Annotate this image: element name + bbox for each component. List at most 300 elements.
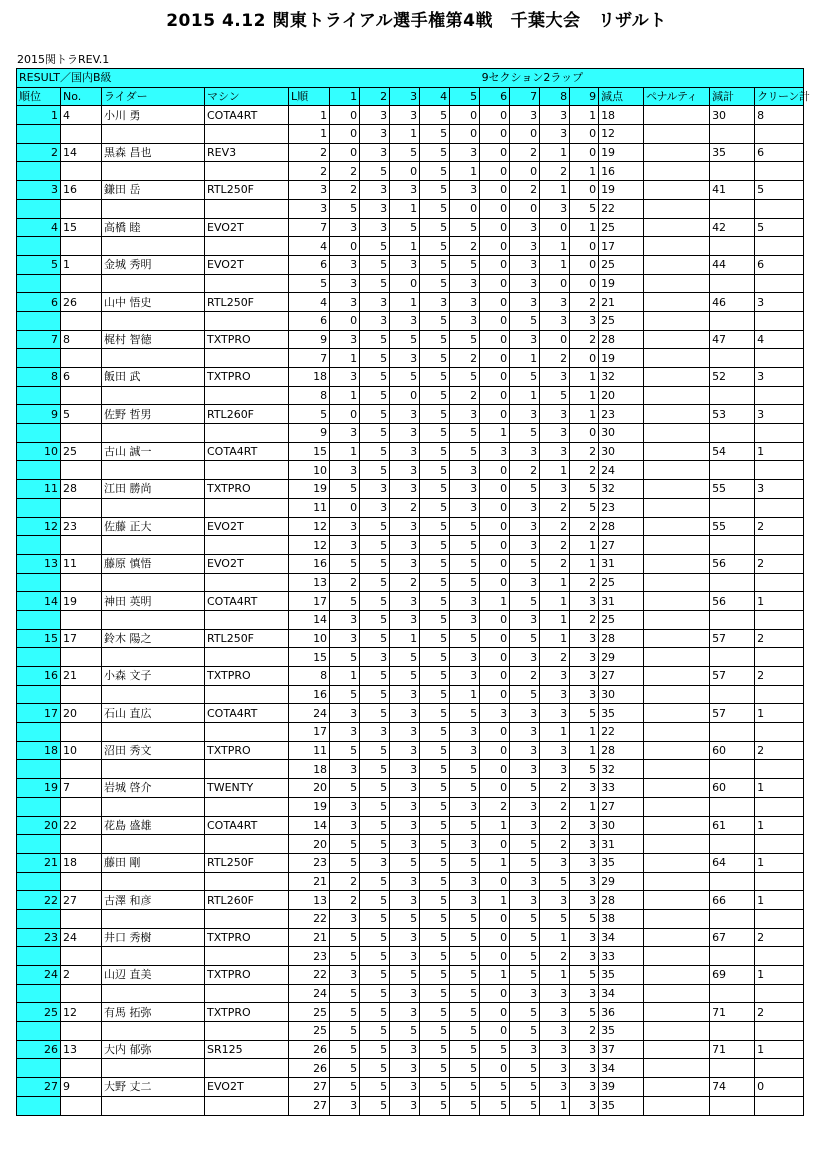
section-score: 3 — [450, 311, 480, 330]
table-row — [17, 685, 804, 704]
lap-order-cell: 18 — [289, 368, 330, 387]
section-score: 5 — [420, 255, 450, 274]
header-s3: 3 — [390, 87, 420, 106]
rider-name — [102, 536, 205, 555]
section-score: 5 — [420, 330, 450, 349]
number-cell: 14 — [61, 143, 102, 162]
section-score: 3 — [390, 872, 420, 891]
section-score: 5 — [360, 966, 390, 985]
penalty-cell — [644, 610, 710, 629]
section-score: 3 — [330, 797, 360, 816]
penalty-cell — [644, 498, 710, 517]
section-score: 0 — [480, 536, 510, 555]
lap-points-cell: 25 — [599, 573, 644, 592]
clean-total-cell — [755, 1096, 804, 1115]
rank-cell: 17 — [17, 704, 61, 723]
rider-name — [102, 797, 205, 816]
lap-points-cell: 16 — [599, 162, 644, 181]
rank-cell: 24 — [17, 966, 61, 985]
lap-order-cell: 22 — [289, 966, 330, 985]
section-score: 5 — [360, 554, 390, 573]
total-cell: 71 — [710, 1003, 755, 1022]
machine-cell — [205, 685, 289, 704]
results-table — [16, 68, 810, 1116]
rank-cell — [17, 947, 61, 966]
lap-order-cell: 25 — [289, 1003, 330, 1022]
header-row — [17, 87, 804, 106]
section-score: 5 — [360, 274, 390, 293]
section-score: 3 — [450, 723, 480, 742]
section-score: 3 — [570, 872, 599, 891]
machine-cell: TXTPRO — [205, 667, 289, 686]
section-score: 5 — [360, 610, 390, 629]
machine-cell: TXTPRO — [205, 330, 289, 349]
section-score: 5 — [570, 1003, 599, 1022]
section-score: 5 — [450, 760, 480, 779]
penalty-cell — [644, 368, 710, 387]
total-cell — [710, 872, 755, 891]
section-score: 5 — [420, 199, 450, 218]
section-score: 1 — [540, 629, 570, 648]
machine-cell: TXTPRO — [205, 1003, 289, 1022]
number-cell: 13 — [61, 1040, 102, 1059]
header-clean-total: クリーン計 — [755, 87, 804, 106]
number-cell: 27 — [61, 891, 102, 910]
section-score: 5 — [420, 629, 450, 648]
rider-name: 岩城 啓介 — [102, 779, 205, 798]
rider-name: 山辺 直美 — [102, 966, 205, 985]
machine-cell: RTL260F — [205, 405, 289, 424]
rank-cell — [17, 498, 61, 517]
table-row — [17, 629, 804, 648]
section-score: 5 — [360, 162, 390, 181]
section-score: 5 — [420, 1096, 450, 1115]
table-row — [17, 554, 804, 573]
section-score: 3 — [510, 218, 540, 237]
section-score: 5 — [360, 592, 390, 611]
section-score: 3 — [390, 517, 420, 536]
section-score: 5 — [360, 1078, 390, 1097]
section-score: 3 — [330, 461, 360, 480]
section-score: 3 — [510, 106, 540, 125]
lap-points-cell: 35 — [599, 853, 644, 872]
section-score: 5 — [390, 667, 420, 686]
lap-points-cell: 34 — [599, 984, 644, 1003]
machine-cell: COTA4RT — [205, 704, 289, 723]
penalty-cell — [644, 984, 710, 1003]
machine-cell — [205, 984, 289, 1003]
rider-name: 石山 直広 — [102, 704, 205, 723]
section-score: 5 — [420, 349, 450, 368]
table-row — [17, 330, 804, 349]
machine-cell: TXTPRO — [205, 741, 289, 760]
section-score: 3 — [510, 536, 540, 555]
class-label: RESULT／国内B級 — [17, 69, 330, 88]
section-score: 0 — [480, 685, 510, 704]
section-score: 3 — [510, 442, 540, 461]
section-score: 2 — [570, 517, 599, 536]
rider-name — [102, 685, 205, 704]
lap-order-cell: 7 — [289, 218, 330, 237]
header-s2: 2 — [360, 87, 390, 106]
machine-cell — [205, 723, 289, 742]
penalty-cell — [644, 442, 710, 461]
section-score: 3 — [540, 667, 570, 686]
section-score: 5 — [420, 835, 450, 854]
penalty-cell — [644, 779, 710, 798]
number-cell: 8 — [61, 330, 102, 349]
lap-order-cell: 26 — [289, 1059, 330, 1078]
section-score: 5 — [330, 853, 360, 872]
rank-cell: 12 — [17, 517, 61, 536]
rank-cell: 14 — [17, 592, 61, 611]
section-score: 5 — [480, 1040, 510, 1059]
number-cell: 21 — [61, 667, 102, 686]
section-score: 3 — [330, 218, 360, 237]
section-score: 5 — [420, 162, 450, 181]
machine-cell: COTA4RT — [205, 816, 289, 835]
section-score: 3 — [390, 461, 420, 480]
rider-name — [102, 237, 205, 256]
section-score: 5 — [420, 517, 450, 536]
section-score: 5 — [420, 1059, 450, 1078]
penalty-cell — [644, 629, 710, 648]
section-score: 3 — [390, 1078, 420, 1097]
section-score: 5 — [480, 1078, 510, 1097]
section-score: 5 — [390, 143, 420, 162]
section-score: 2 — [450, 386, 480, 405]
clean-total-cell: 8 — [755, 106, 804, 125]
lap-order-cell: 18 — [289, 760, 330, 779]
section-score: 3 — [570, 629, 599, 648]
rider-name — [102, 498, 205, 517]
section-score: 1 — [570, 797, 599, 816]
section-score: 2 — [540, 554, 570, 573]
section-score: 5 — [420, 442, 450, 461]
lap-points-cell: 30 — [599, 816, 644, 835]
total-cell — [710, 909, 755, 928]
section-score: 3 — [450, 667, 480, 686]
section-score: 1 — [330, 442, 360, 461]
lap-order-cell: 15 — [289, 648, 330, 667]
section-score: 0 — [480, 928, 510, 947]
section-score: 3 — [570, 928, 599, 947]
total-cell — [710, 237, 755, 256]
clean-total-cell — [755, 909, 804, 928]
section-score: 2 — [570, 573, 599, 592]
lap-points-cell: 28 — [599, 891, 644, 910]
lap-order-cell: 9 — [289, 330, 330, 349]
rank-cell: 23 — [17, 928, 61, 947]
section-score: 0 — [570, 125, 599, 144]
section-score: 3 — [330, 966, 360, 985]
section-score: 3 — [360, 311, 390, 330]
penalty-cell — [644, 143, 710, 162]
rider-name: 大内 郁弥 — [102, 1040, 205, 1059]
section-score: 5 — [540, 386, 570, 405]
table-row — [17, 498, 804, 517]
section-score: 1 — [390, 237, 420, 256]
section-score: 2 — [570, 330, 599, 349]
rank-cell — [17, 909, 61, 928]
number-cell — [61, 723, 102, 742]
rider-name: 小森 文子 — [102, 667, 205, 686]
section-score: 0 — [480, 1022, 510, 1041]
section-score: 5 — [420, 741, 450, 760]
clean-total-cell: 5 — [755, 218, 804, 237]
section-score: 3 — [330, 704, 360, 723]
machine-cell: COTA4RT — [205, 442, 289, 461]
clean-total-cell: 1 — [755, 779, 804, 798]
clean-total-cell: 1 — [755, 1040, 804, 1059]
total-cell: 66 — [710, 891, 755, 910]
table-row — [17, 386, 804, 405]
section-score: 3 — [360, 853, 390, 872]
section-score: 5 — [330, 554, 360, 573]
section-score: 5 — [420, 685, 450, 704]
clean-total-cell — [755, 162, 804, 181]
number-cell — [61, 199, 102, 218]
section-score: 5 — [510, 1078, 540, 1097]
section-score: 0 — [570, 424, 599, 443]
section-score: 5 — [420, 592, 450, 611]
table-row — [17, 461, 804, 480]
section-score: 3 — [330, 909, 360, 928]
rider-name: 飯田 武 — [102, 368, 205, 387]
section-score: 2 — [510, 181, 540, 200]
machine-cell: RTL250F — [205, 181, 289, 200]
number-cell — [61, 498, 102, 517]
lap-points-cell: 28 — [599, 517, 644, 536]
header-number: No. — [61, 87, 102, 106]
section-score: 0 — [480, 779, 510, 798]
total-cell — [710, 1059, 755, 1078]
section-score: 5 — [360, 1040, 390, 1059]
section-score: 2 — [540, 162, 570, 181]
section-score: 5 — [420, 554, 450, 573]
rider-name: 黒森 昌也 — [102, 143, 205, 162]
section-score: 1 — [480, 424, 510, 443]
section-score: 5 — [510, 1022, 540, 1041]
total-cell: 57 — [710, 704, 755, 723]
section-score: 5 — [570, 704, 599, 723]
total-cell — [710, 125, 755, 144]
rank-cell: 1 — [17, 106, 61, 125]
section-score: 5 — [450, 536, 480, 555]
section-score: 2 — [540, 536, 570, 555]
machine-cell — [205, 349, 289, 368]
section-score: 3 — [450, 181, 480, 200]
lap-order-cell: 1 — [289, 106, 330, 125]
clean-total-cell: 4 — [755, 330, 804, 349]
penalty-cell — [644, 797, 710, 816]
section-score: 5 — [420, 610, 450, 629]
section-score: 5 — [330, 1003, 360, 1022]
header-s8: 8 — [540, 87, 570, 106]
section-score: 3 — [390, 723, 420, 742]
total-cell — [710, 573, 755, 592]
clean-total-cell — [755, 984, 804, 1003]
rider-name — [102, 610, 205, 629]
number-cell: 4 — [61, 106, 102, 125]
section-score: 3 — [450, 143, 480, 162]
rider-name — [102, 461, 205, 480]
table-row — [17, 125, 804, 144]
penalty-cell — [644, 536, 710, 555]
section-score: 5 — [330, 779, 360, 798]
total-cell — [710, 386, 755, 405]
total-cell: 56 — [710, 554, 755, 573]
section-score: 0 — [480, 648, 510, 667]
rank-cell — [17, 125, 61, 144]
total-cell: 56 — [710, 592, 755, 611]
section-score: 0 — [480, 461, 510, 480]
rider-name: 鎌田 岳 — [102, 181, 205, 200]
machine-cell — [205, 461, 289, 480]
number-cell: 1 — [61, 255, 102, 274]
section-score: 5 — [450, 1003, 480, 1022]
section-score: 3 — [450, 891, 480, 910]
rank-cell: 6 — [17, 293, 61, 312]
section-score: 3 — [510, 704, 540, 723]
section-score: 5 — [360, 386, 390, 405]
section-score: 3 — [540, 480, 570, 499]
section-score: 5 — [420, 760, 450, 779]
section-score: 2 — [390, 498, 420, 517]
total-cell: 61 — [710, 816, 755, 835]
section-score: 3 — [420, 293, 450, 312]
machine-cell: TXTPRO — [205, 966, 289, 985]
section-score: 5 — [360, 835, 390, 854]
section-score: 3 — [540, 199, 570, 218]
section-score: 5 — [360, 517, 390, 536]
section-score: 3 — [510, 255, 540, 274]
total-cell — [710, 984, 755, 1003]
rider-name: 有馬 拓弥 — [102, 1003, 205, 1022]
section-score: 3 — [510, 816, 540, 835]
rider-name: 小川 勇 — [102, 106, 205, 125]
clean-total-cell — [755, 274, 804, 293]
penalty-cell — [644, 1059, 710, 1078]
number-cell: 11 — [61, 554, 102, 573]
lap-order-cell: 2 — [289, 162, 330, 181]
section-score: 2 — [540, 648, 570, 667]
penalty-cell — [644, 162, 710, 181]
lap-order-cell: 8 — [289, 386, 330, 405]
section-score: 0 — [480, 741, 510, 760]
number-cell — [61, 125, 102, 144]
table-row — [17, 779, 804, 798]
total-cell: 44 — [710, 255, 755, 274]
section-score: 5 — [360, 461, 390, 480]
section-score: 3 — [390, 779, 420, 798]
lap-order-cell: 1 — [289, 125, 330, 144]
section-score: 5 — [420, 368, 450, 387]
machine-cell: RTL250F — [205, 853, 289, 872]
penalty-cell — [644, 723, 710, 742]
section-score: 1 — [570, 741, 599, 760]
section-score: 3 — [390, 1003, 420, 1022]
section-score: 5 — [450, 966, 480, 985]
lap-order-cell: 4 — [289, 293, 330, 312]
section-score: 0 — [480, 554, 510, 573]
section-score: 5 — [570, 480, 599, 499]
section-score: 5 — [510, 368, 540, 387]
number-cell: 17 — [61, 629, 102, 648]
section-score: 5 — [330, 1059, 360, 1078]
rank-cell — [17, 386, 61, 405]
table-row — [17, 872, 804, 891]
number-cell — [61, 237, 102, 256]
number-cell — [61, 311, 102, 330]
total-cell: 71 — [710, 1040, 755, 1059]
machine-cell — [205, 498, 289, 517]
lap-order-cell: 21 — [289, 872, 330, 891]
section-score: 5 — [420, 405, 450, 424]
lap-order-cell: 7 — [289, 349, 330, 368]
section-score: 0 — [480, 498, 510, 517]
clean-total-cell: 3 — [755, 480, 804, 499]
header-s7: 7 — [510, 87, 540, 106]
section-score: 0 — [480, 1003, 510, 1022]
penalty-cell — [644, 554, 710, 573]
section-score: 1 — [570, 386, 599, 405]
section-score: 5 — [450, 442, 480, 461]
clean-total-cell — [755, 498, 804, 517]
section-score: 0 — [390, 274, 420, 293]
section-score: 5 — [420, 779, 450, 798]
section-score: 5 — [480, 1096, 510, 1115]
section-score: 0 — [570, 143, 599, 162]
section-score: 3 — [450, 461, 480, 480]
section-score: 1 — [330, 386, 360, 405]
section-score: 3 — [540, 293, 570, 312]
table-row — [17, 909, 804, 928]
number-cell: 23 — [61, 517, 102, 536]
header-s1: 1 — [330, 87, 360, 106]
number-cell — [61, 984, 102, 1003]
clean-total-cell — [755, 797, 804, 816]
clean-total-cell: 1 — [755, 704, 804, 723]
lap-order-cell: 24 — [289, 704, 330, 723]
section-score: 1 — [450, 685, 480, 704]
rider-name: 鈴木 陽之 — [102, 629, 205, 648]
lap-order-cell: 20 — [289, 835, 330, 854]
section-score: 5 — [450, 928, 480, 947]
section-score: 0 — [390, 386, 420, 405]
table-row — [17, 947, 804, 966]
section-score: 5 — [360, 1096, 390, 1115]
section-score: 3 — [510, 760, 540, 779]
penalty-cell — [644, 928, 710, 947]
section-score: 3 — [360, 218, 390, 237]
rider-name — [102, 162, 205, 181]
section-score: 1 — [570, 162, 599, 181]
machine-cell — [205, 1059, 289, 1078]
section-score: 0 — [450, 106, 480, 125]
section-score: 0 — [480, 386, 510, 405]
section-score: 0 — [480, 405, 510, 424]
section-score: 2 — [480, 797, 510, 816]
section-score: 5 — [450, 1059, 480, 1078]
section-score: 5 — [360, 779, 390, 798]
section-score: 1 — [390, 125, 420, 144]
clean-total-cell — [755, 386, 804, 405]
section-score: 5 — [450, 255, 480, 274]
lap-points-cell: 21 — [599, 293, 644, 312]
machine-cell: COTA4RT — [205, 592, 289, 611]
total-cell — [710, 760, 755, 779]
